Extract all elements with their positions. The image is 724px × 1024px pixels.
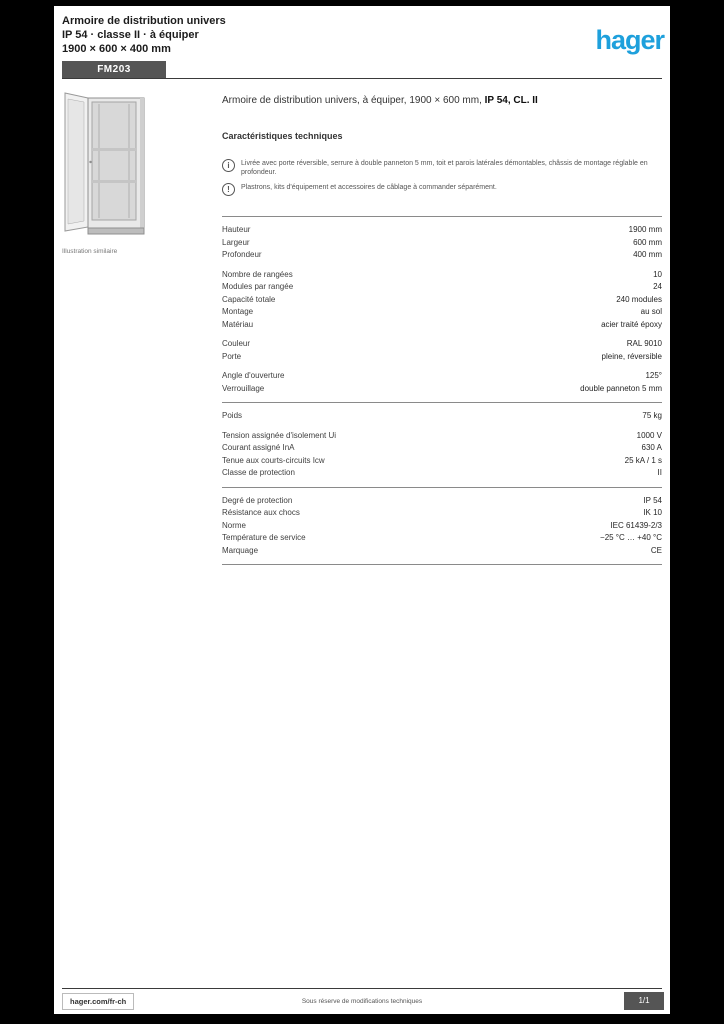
notes-list — [222, 159, 662, 196]
spec-row — [222, 430, 662, 443]
page-number-badge: 1/1 — [624, 992, 664, 1010]
spec-section — [222, 430, 662, 480]
spec-value: 10 — [653, 269, 662, 279]
spec-value: RAL 9010 — [626, 339, 662, 348]
spec-label: Tension assignée d'isolement Ui — [222, 430, 337, 440]
product-title-line: Armoire de distribution univers — [62, 15, 226, 27]
spec-row — [222, 351, 662, 364]
spec-label: Porte — [222, 351, 242, 361]
product-title-block — [62, 14, 292, 79]
spec-section — [222, 410, 662, 423]
spec-section — [222, 370, 662, 395]
spec-row — [222, 495, 662, 508]
spec-value: 125° — [645, 371, 662, 380]
spec-row — [222, 281, 662, 294]
product-heading-text: Armoire de distribution univers, à équiper, 1900 × 600 mm, — [222, 95, 485, 106]
section-divider — [222, 487, 662, 488]
spec-row — [222, 237, 662, 250]
spec-value: IP 54 — [643, 495, 662, 505]
spec-row — [222, 410, 662, 423]
spec-label: Hauteur — [222, 225, 251, 234]
info-icon: i — [222, 159, 235, 172]
spec-row — [222, 383, 662, 396]
spec-label: Courant assigné InA — [222, 443, 295, 452]
spec-row — [222, 442, 662, 455]
spec-label: Modules par rangée — [222, 282, 294, 291]
spec-label: Montage — [222, 307, 254, 316]
spec-row — [222, 269, 662, 282]
section-subheading: Caractéristiques techniques — [222, 131, 343, 141]
section-divider — [222, 564, 662, 565]
spec-label: Degré de protection — [222, 495, 293, 505]
spec-row — [222, 507, 662, 520]
product-image-caption: Illustration similaire — [62, 248, 118, 255]
spec-value: IK 10 — [643, 508, 662, 517]
spec-value: 630 A — [641, 443, 662, 452]
product-reference-badge: FM203 — [62, 61, 166, 79]
product-heading-highlight: IP 54, CL. II — [484, 95, 538, 106]
spec-section — [222, 495, 662, 558]
spec-label: Norme — [222, 520, 247, 530]
spec-label: Tenue aux courts-circuits Icw — [222, 455, 325, 465]
spec-row — [222, 545, 662, 558]
spec-label: Largeur — [222, 237, 250, 247]
footer-divider — [62, 988, 662, 989]
footer-disclaimer: Sous réserve de modifications techniques — [301, 998, 423, 1005]
spec-label: Poids — [222, 411, 243, 420]
note-text: Livrée avec porte réversible, serrure à double panneton 5 mm, toit et parois latérales démontables, châssis de montage réglable en profondeur. — [241, 160, 648, 176]
spec-section — [222, 338, 662, 363]
spec-row — [222, 455, 662, 468]
spec-label: Classe de protection — [222, 468, 295, 477]
spec-section — [222, 224, 662, 262]
note-text: Plastrons, kits d'équipement et accessoires de câblage à commander séparément. — [241, 184, 497, 191]
spec-value: 24 — [653, 282, 662, 291]
note-item — [222, 183, 662, 196]
spec-label: Angle d'ouverture — [222, 371, 285, 380]
website-link[interactable]: hager.com/fr-ch — [62, 993, 134, 1010]
spec-value: pleine, réversible — [601, 351, 662, 361]
spec-row — [222, 338, 662, 351]
spec-sections — [222, 224, 662, 565]
spec-row — [222, 249, 662, 262]
section-divider — [222, 216, 662, 217]
spec-row — [222, 224, 662, 237]
spec-label: Couleur — [222, 339, 251, 348]
spec-label: Profondeur — [222, 250, 262, 259]
spec-value: II — [657, 468, 662, 477]
spec-value: 1000 V — [636, 430, 662, 440]
spec-row — [222, 532, 662, 545]
spec-row — [222, 370, 662, 383]
main-content — [222, 94, 662, 572]
spec-label: Résistance aux chocs — [222, 508, 300, 517]
hager-logo: hager — [595, 25, 664, 55]
spec-value: 75 kg — [642, 411, 662, 420]
spec-value: 240 modules — [616, 294, 662, 304]
spec-row — [222, 319, 662, 332]
spec-value: 25 kA / 1 s — [624, 455, 662, 465]
spec-label: Matériau — [222, 319, 254, 329]
spec-value: au sol — [640, 307, 662, 316]
product-heading — [222, 94, 662, 107]
spec-section — [222, 269, 662, 332]
spec-label: Capacité totale — [222, 294, 276, 304]
spec-row — [222, 306, 662, 319]
datasheet-page — [54, 6, 670, 1014]
product-title-line: 1900 × 600 × 400 mm — [62, 43, 171, 55]
spec-value: −25 °C … +40 °C — [600, 533, 662, 542]
section-divider — [222, 402, 662, 403]
spec-row — [222, 294, 662, 307]
spec-label: Nombre de rangées — [222, 269, 293, 279]
spec-row — [222, 520, 662, 533]
spec-value: IEC 61439-2/3 — [610, 520, 662, 530]
spec-value: 1900 mm — [628, 225, 662, 234]
spec-label: Verrouillage — [222, 383, 265, 393]
header-divider — [62, 78, 662, 79]
spec-label: Marquage — [222, 545, 259, 555]
spec-value: 600 mm — [633, 237, 662, 247]
warning-icon: ! — [222, 183, 235, 196]
spec-value: double panneton 5 mm — [580, 383, 662, 393]
spec-value: 400 mm — [633, 250, 662, 259]
note-item — [222, 159, 662, 177]
spec-value: acier traité époxy — [601, 319, 662, 329]
product-image — [58, 90, 150, 240]
spec-value: CE — [650, 545, 662, 555]
product-image-column — [58, 90, 213, 255]
spec-row — [222, 467, 662, 480]
product-title-line: IP 54 · classe II · à équiper — [62, 29, 199, 41]
spec-label: Température de service — [222, 533, 306, 542]
